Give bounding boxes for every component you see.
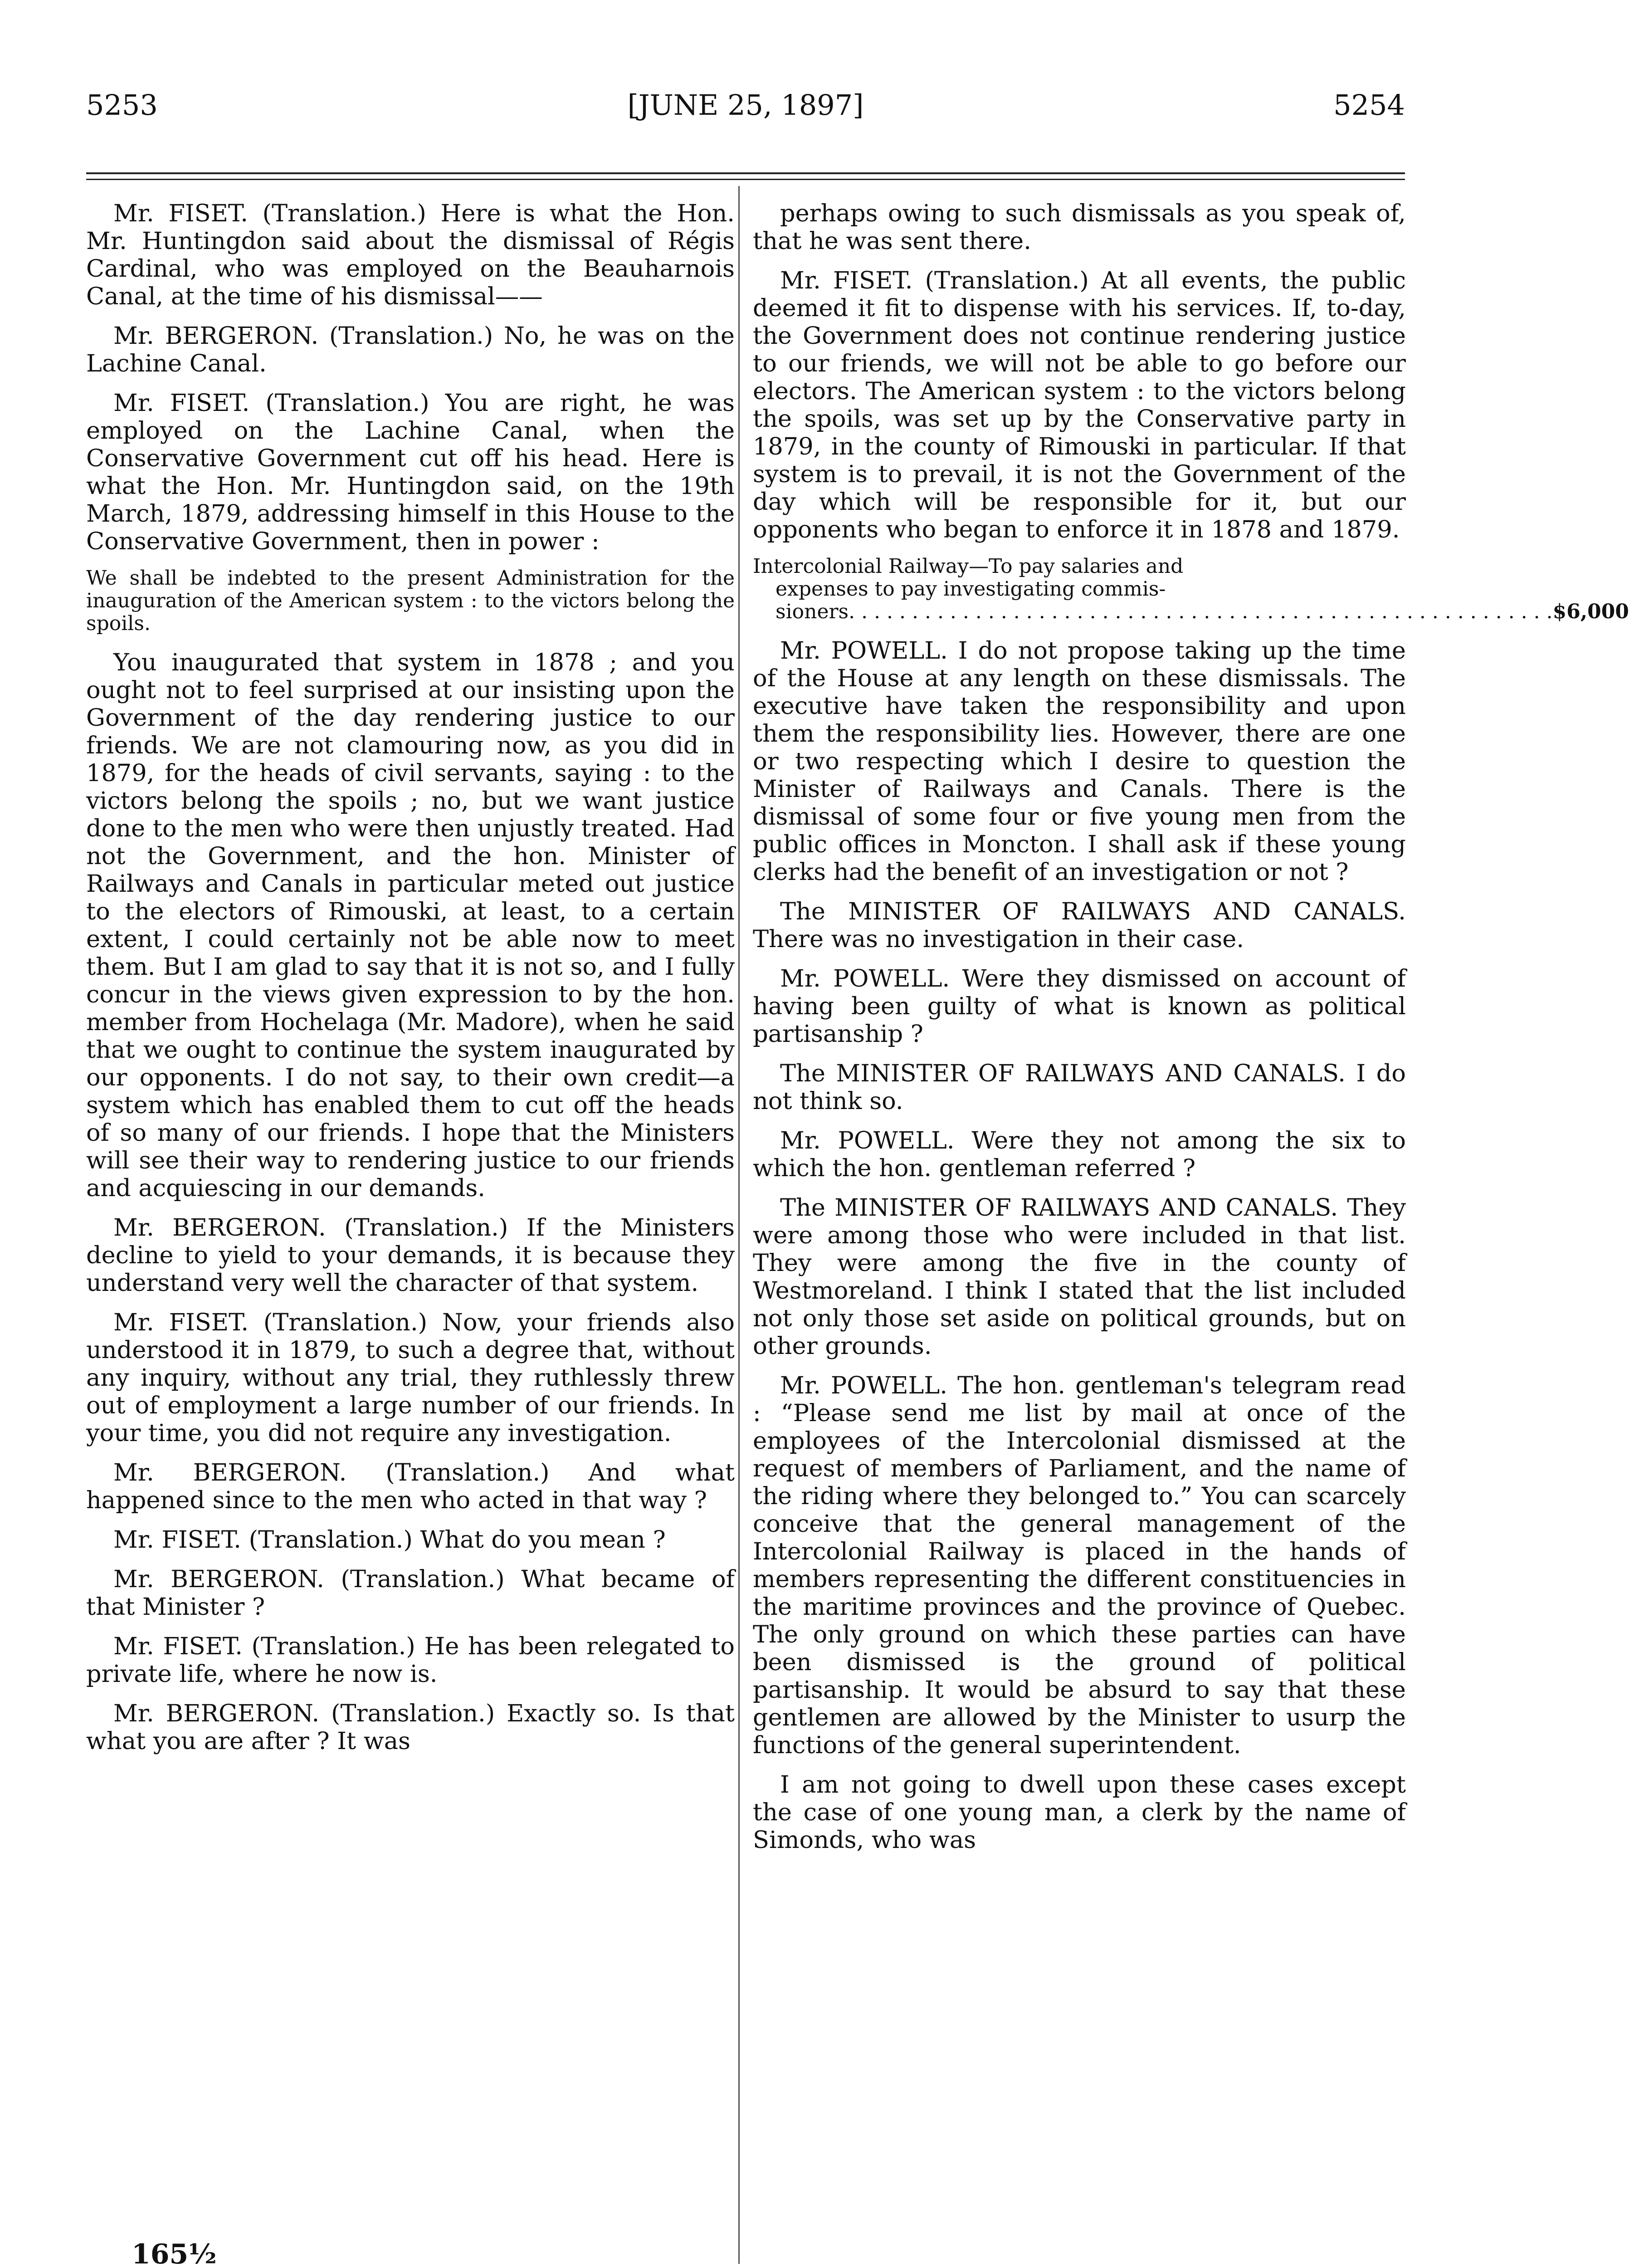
column-divider	[738, 186, 740, 2264]
paragraph: You inaugurated that system in 1878 ; and you ought not to feel surprised at our insisting upon the Government of the day rendering justice to our friends. We are not clamouring now, as you did in 1879, for the heads of civil servants, saying : to the victors belong the spoils ; no, but we want justice done to the men who were then unjustly treated. Had not the Government, and the hon. Minister of Railways and Canals in particular meted out justice to the electors of Rimouski, at least, to a certain extent, I could certainly not be able now to meet them. But I am glad to say that it is not so, and I fully concur in the views given expression to by the hon. member from Hochelaga (Mr. Madore), when he said that we ought to continue the system inaugurated by our opponents. I do not say, to their own credit—a system which has enabled them to cut off the heads of so many of our friends. I hope that the Ministers will see their way to rendering justice to our friends and acquiescing in our demands.	[86, 649, 735, 1202]
supply-entry	[753, 555, 1629, 623]
page-number-right: 5254	[1333, 88, 1405, 122]
entry-amount-row	[753, 600, 1629, 623]
page-header	[86, 88, 1405, 129]
paragraph: I am not going to dwell upon these cases except the case of one young man, a clerk by the name of Simonds, who was	[753, 1771, 1406, 1854]
paragraph: The MINISTER OF RAILWAYS AND CANALS. They were among those who were included in that list. They were among the five in the county of Westmoreland. I think I stated that the list included not only those set aside on political grounds, but on other grounds.	[753, 1194, 1406, 1360]
paragraph: perhaps owing to such dismissals as you speak of, that he was sent there.	[753, 200, 1406, 255]
entry-line: Intercolonial Railway—To pay salaries and	[753, 555, 1184, 578]
header-date: [JUNE 25, 1897]	[627, 88, 864, 122]
entry-line: sioners	[775, 600, 849, 623]
paragraph: Mr. FISET. (Translation.) Here is what the Hon. Mr. Huntingdon said about the dismissal of Régis Cardinal, who was employed on the Beauharnois Canal, at the time of his dismissal——	[86, 200, 735, 310]
quotation: We shall be indebted to the present Administration for the inauguration of the American system : to the victors belong the spoils.	[86, 567, 735, 635]
paragraph: Mr. POWELL. Were they not among the six to which the hon. gentleman referred ?	[753, 1127, 1406, 1182]
paragraph: The MINISTER OF RAILWAYS AND CANALS. I do not think so.	[753, 1060, 1406, 1115]
paragraph: Mr. FISET. (Translation.) You are right, he was employed on the Lachine Canal, when the Conservative Government cut off his head. Here is what the Hon. Mr. Huntingdon said, on the 19th March, 1879, addressing himself in this House to the Conservative Government, then in power :	[86, 389, 735, 555]
signature-mark: 165½	[132, 2239, 217, 2268]
paragraph: The MINISTER OF RAILWAYS AND CANALS. There was no investigation in their case.	[753, 898, 1406, 953]
header-rule-top	[86, 172, 1405, 174]
page-number-left: 5253	[86, 88, 158, 122]
paragraph: Mr. POWELL. Were they dismissed on account of having been guilty of what is known as political partisanship ?	[753, 965, 1406, 1048]
paragraph: Mr. BERGERON. (Translation.) Exactly so. Is that what you are after ? It was	[86, 1700, 735, 1755]
paragraph: Mr. FISET. (Translation.) Now, your friends also understood it in 1879, to such a degree that, without any inquiry, without any trial, they ruthlessly threw out of employment a large number of our friends. In your time, you did not require any investigation.	[86, 1309, 735, 1447]
paragraph: Mr. POWELL. I do not propose taking up the time of the House at any length on these dismissals. The executive have taken the responsibility and upon them the responsibility lies. However, there are one or two respecting which I desire to question the Minister of Railways and Canals. There is the dismissal of some four or five young men from the public offices in Moncton. I shall ask if these young clerks had the benefit of an investigation or not ?	[753, 637, 1406, 886]
paragraph: Mr. FISET. (Translation.) What do you mean ?	[113, 1526, 666, 1554]
entry-amount: $6,000	[1552, 600, 1629, 623]
paragraph: Mr. BERGERON. (Translation.) No, he was on the Lachine Canal.	[86, 322, 735, 377]
left-column	[86, 200, 735, 1767]
paragraph: Mr. POWELL. The hon. gentleman's telegram read : “Please send me list by mail at once of the employees of the Intercolonial dismissed at the request of members of Parliament, and the name of the riding where they belonged to.” You can scarcely conceive that the general management of the Intercolonial Railway is placed in the hands of members representing the different constituencies in the maritime provinces and the province of Quebec. The only ground on which these parties can have been dismissed is the ground of political partisanship. It would be absurd to say that these gentlemen are allowed by the Minister to usurp the functions of the general superintendent.	[753, 1372, 1406, 1759]
entry-line: expenses to pay investigating commis-	[775, 577, 1166, 601]
header-rule-bottom	[86, 179, 1405, 180]
right-column	[753, 200, 1629, 1866]
paragraph: Mr. FISET. (Translation.) He has been relegated to private life, where he now is.	[86, 1633, 735, 1688]
paragraph: Mr. FISET. (Translation.) At all events, the public deemed it fit to dispense with his services. If, to-day, the Government does not continue rendering justice to our friends, we will not be able to go before our electors. The American system : to the victors belong the spoils, was set up by the Conservative party in 1879, in the county of Rimouski in particular. If that system is to prevail, it is not the Government of the day which will be responsible for it, but our opponents who began to enforce it in 1878 and 1879.	[753, 267, 1406, 543]
leader-dots: . . . . . . . . . . . . . . . . . . . . . . . . . . . . . . . . . . . . . . . . . . . . . . . . . . . . . . . .	[849, 600, 1553, 623]
paragraph: Mr. BERGERON. (Translation.) What became of that Minister ?	[86, 1565, 735, 1621]
paragraph: Mr. BERGERON. (Translation.) And what happened since to the men who acted in that way ?	[86, 1459, 735, 1514]
paragraph: Mr. BERGERON. (Translation.) If the Ministers decline to yield to your demands, it is because they understand very well the character of that system.	[86, 1214, 735, 1297]
